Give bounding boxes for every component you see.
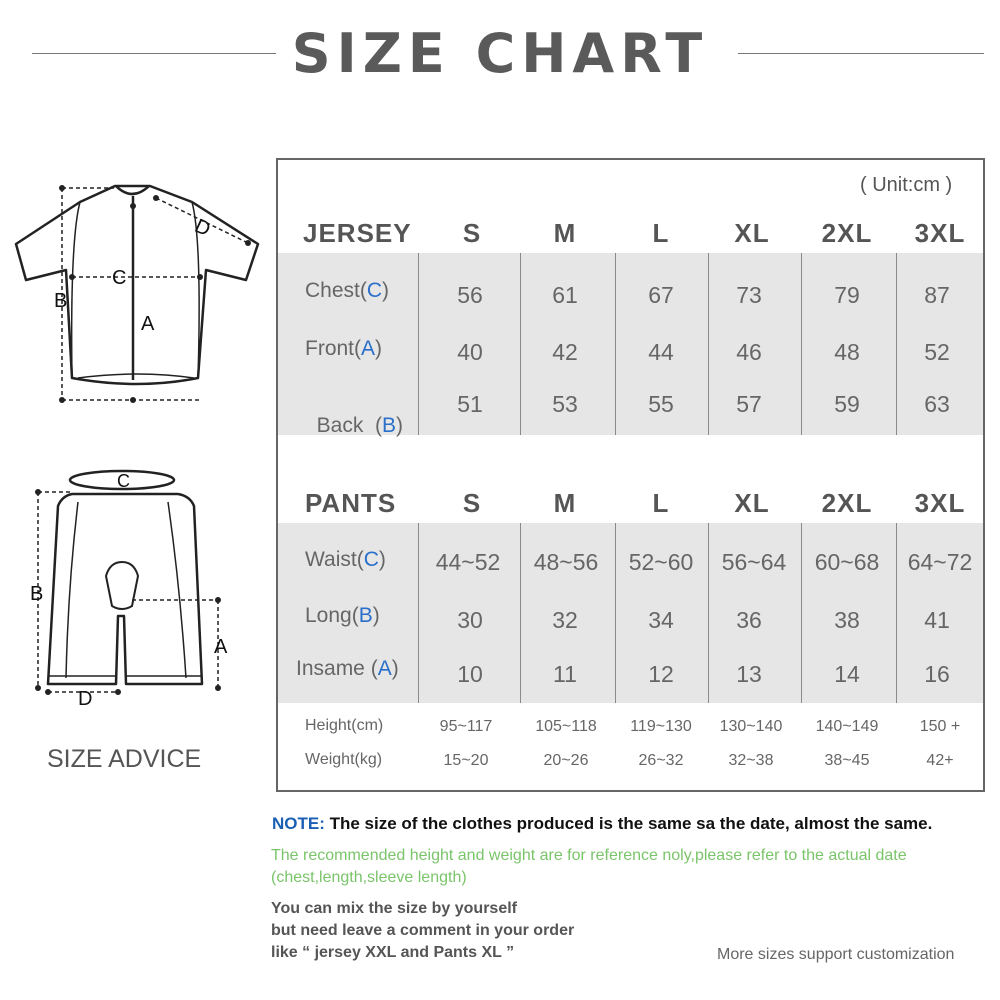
table-cell: 42+ [926,752,954,769]
jersey-size-s: S [462,218,482,248]
jersey-size-2xl: 2XL [821,218,873,248]
table-cell: 52~60 [628,549,694,575]
table-cell: 48 [834,339,860,365]
table-cell: 32~38 [728,752,774,769]
jersey-row-label: Chest(C) [305,279,390,302]
table-cell: 95~117 [439,718,493,735]
note-prefix: NOTE: [272,814,325,833]
table-cell: 42 [552,339,578,365]
size-advice-label: SIZE ADVICE [47,745,202,773]
table-cell: 30 [457,607,483,633]
pants-label-b: B [30,583,44,605]
table-cell: 44~52 [435,549,501,575]
jersey-size-m: M [553,218,577,248]
table-cell: 67 [648,282,674,308]
table-cell: 150 + [919,718,961,735]
table-cell: 40 [457,339,483,365]
reference-note: The recommended height and weight are for reference noly,please refer to the actual date (chest,length,sleeve length) [271,847,907,886]
jersey-label-d: D [191,215,214,242]
table-cell: 79 [834,282,860,308]
col-divider [418,523,419,703]
pants-size-3xl: 3XL [914,488,966,518]
table-cell: 14 [834,661,860,687]
table-cell: 61 [552,282,578,308]
jersey-outline [16,186,258,384]
weight-label: Weight(kg) [305,751,383,768]
pants-size-l: L [652,488,670,518]
table-cell: 52 [924,339,950,365]
pants-size-m: M [553,488,577,518]
pants-diagram [28,466,228,696]
table-cell: 119~130 [630,718,692,735]
table-cell: 16 [924,661,950,687]
table-cell: 73 [736,282,762,308]
jersey-size-l: L [652,218,670,248]
col-divider [418,253,419,435]
note-line: NOTE: The size of the clothes produced is the same sa the date, almost the same. [272,814,933,833]
table-cell: 48~56 [533,549,599,575]
jersey-label-c: C [112,267,127,289]
unit-label: ( Unit:cm ) [860,174,953,196]
jersey-label-a: A [141,313,155,335]
pants-size-s: S [462,488,482,518]
jersey-size-3xl: 3XL [914,218,966,248]
col-divider [615,253,616,435]
table-cell: 60~68 [814,549,880,575]
table-cell: 105~118 [535,718,597,735]
pants-size-xl: XL [734,488,770,518]
jersey-label-b: B [54,290,68,312]
table-cell: 11 [553,661,577,687]
table-cell: 41 [924,607,950,633]
table-cell: 130~140 [719,718,783,735]
jersey-header: JERSEY [303,218,412,248]
table-cell: 15~20 [443,752,489,769]
table-cell: 38 [834,607,860,633]
jersey-size-xl: XL [734,218,770,248]
table-cell: 87 [924,282,950,308]
table-cell: 59 [834,391,860,417]
col-divider [520,523,521,703]
table-cell: 13 [736,661,762,687]
table-cell: 38~45 [824,752,870,769]
pants-row-label: Waist(C) [305,548,386,571]
pants-label-a: A [214,636,228,658]
table-cell: 44 [648,339,674,365]
jersey-row-label: Back (B) [316,414,404,437]
table-cell: 64~72 [907,549,973,575]
table-cell: 20~26 [543,752,589,769]
pants-size-2xl: 2XL [821,488,873,518]
mix-size-note: You can mix the size by yourself but need leave a comment in your order like “ jersey XXL and Pants XL ” [271,900,575,961]
table-cell: 56 [457,282,483,308]
table-cell: 55 [648,391,674,417]
table-cell: 10 [457,661,483,687]
table-cell: 36 [736,607,762,633]
jersey-row-label: Front(A) [305,337,383,360]
table-cell: 56~64 [721,549,787,575]
jersey-diagram [10,180,270,410]
table-cell: 32 [552,607,578,633]
table-cell: 51 [457,391,483,417]
table-cell: 57 [736,391,762,417]
pants-row-label: Long(B) [305,604,380,627]
height-label: Height(cm) [305,717,384,734]
table-cell: 63 [924,391,950,417]
col-divider [615,523,616,703]
pants-label-c: C [117,471,130,491]
table-cell: 46 [736,339,762,365]
title-rule-right [738,53,984,54]
customization-note: More sizes support customization [717,946,955,963]
table-cell: 26~32 [638,752,684,769]
col-divider [801,523,802,703]
table-cell: 12 [648,661,674,687]
table-cell: 53 [552,391,578,417]
table-cell: 140~149 [815,718,879,735]
page-title: SIZE CHART [291,22,709,85]
col-divider [801,253,802,435]
col-divider [520,253,521,435]
pants-label-d: D [78,688,93,710]
pants-row-label: Insame (A) [296,657,399,680]
table-cell: 34 [648,607,674,633]
pants-header: PANTS [305,488,397,518]
